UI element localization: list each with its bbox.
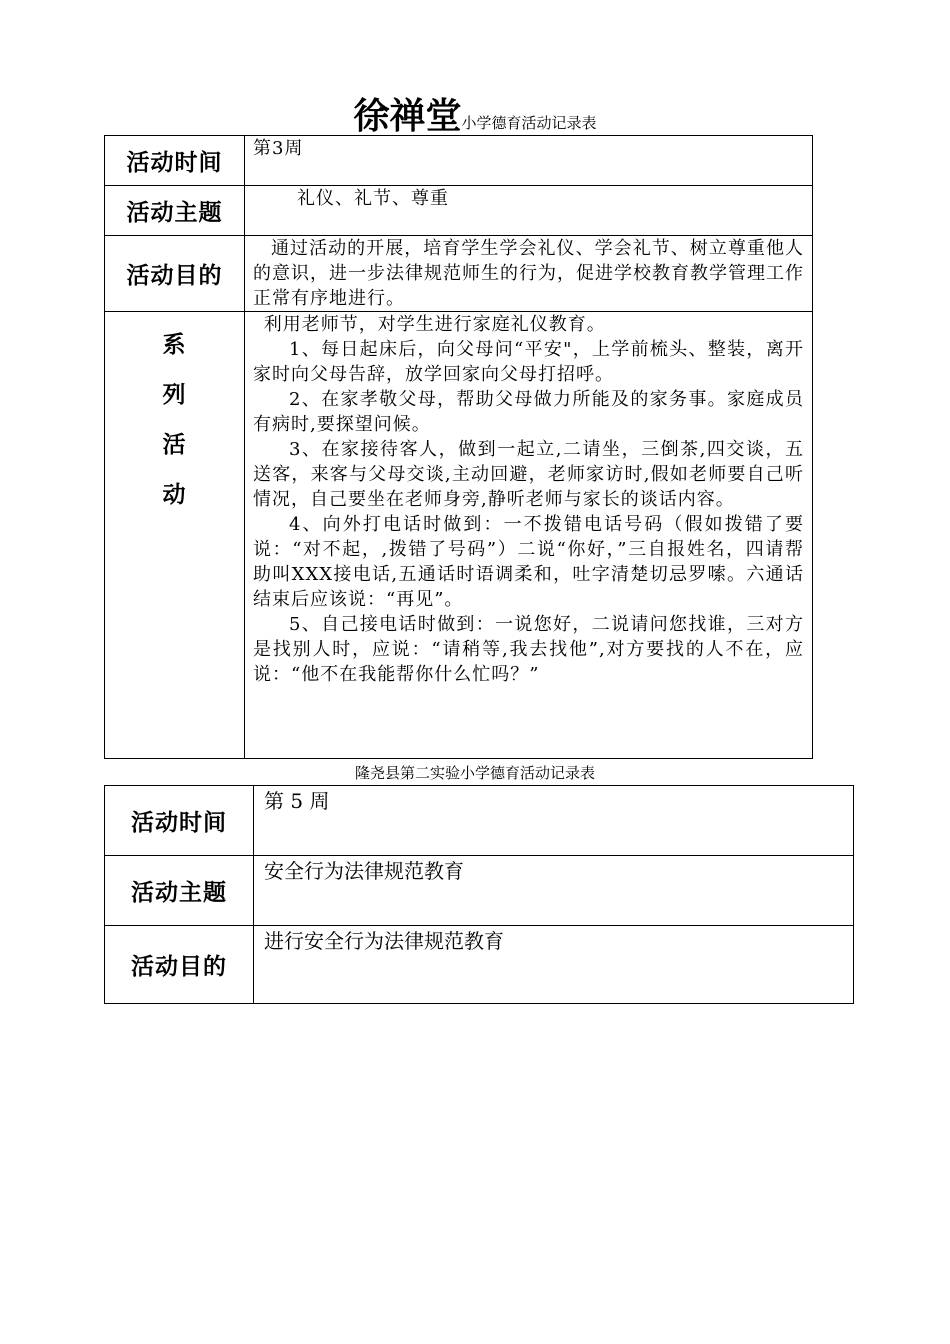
theme-label: 活动主题 bbox=[105, 186, 245, 236]
series-label-char: 系 bbox=[162, 332, 187, 358]
table-row bbox=[105, 186, 813, 236]
series-item: 3、在家接待客人，做到一起立,二请坐，三倒茶,四交谈，五送客，来客与父母交谈,主动回避，老师家访时,假如老师要自己听情况，自己要坐在老师身旁,静听老师与家长的谈话内容。 bbox=[253, 439, 804, 510]
purpose-value: 通过活动的开展，培育学生学会礼仪、学会礼节、树立尊重他人的意识，进一步法律规范师生的行为，促进学校教育教学管理工作正常有序地进行。 bbox=[253, 238, 804, 309]
series-intro: 利用老师节，对学生进行家庭礼仪教育。 bbox=[263, 314, 606, 335]
series-item: 2、在家孝敬父母，帮助父母做力所能及的家务事。家庭成员有病时,要探望问候。 bbox=[253, 389, 804, 435]
time-label: 活动时间 bbox=[105, 136, 245, 186]
table-row bbox=[105, 926, 854, 1004]
table-row bbox=[105, 236, 813, 312]
table-row bbox=[105, 856, 854, 926]
page-title bbox=[0, 88, 950, 139]
series-content bbox=[245, 312, 813, 759]
purpose-value: 进行安全行为法律规范教育 bbox=[254, 926, 854, 1004]
record2-subtitle: 隆尧县第二实验小学德育活动记录表 bbox=[354, 764, 595, 782]
table-row bbox=[105, 786, 854, 856]
series-item: 5、自己接电话时做到：一说您好，二说请问您找谁，三对方是找别人时，应说：“请稍等,我去找他”,对方要找的人不在，应说：“他不在我能帮你什么忙吗？” bbox=[253, 614, 804, 685]
title-suffix: 小学德育活动记录表 bbox=[461, 114, 597, 132]
theme-label: 活动主题 bbox=[105, 856, 254, 926]
purpose-cell bbox=[245, 236, 813, 312]
school-name: 徐禅堂 bbox=[353, 96, 462, 137]
series-item: 1、每日起床后，向父母问“平安"，上学前梳头、整装，离开家时向父母告辞，放学回家向父母打招呼。 bbox=[253, 339, 804, 385]
series-label-char: 列 bbox=[162, 382, 187, 408]
theme-value: 安全行为法律规范教育 bbox=[254, 856, 854, 926]
time-value: 第 5 周 bbox=[254, 786, 854, 856]
record-table-week3 bbox=[104, 135, 813, 759]
purpose-label: 活动目的 bbox=[105, 236, 245, 312]
time-value: 第3周 bbox=[245, 136, 813, 186]
table-row bbox=[105, 312, 813, 759]
record-table-week5 bbox=[104, 785, 854, 1004]
theme-value: 礼仪、礼节、尊重 bbox=[245, 186, 813, 236]
purpose-label: 活动目的 bbox=[105, 926, 254, 1004]
series-label-char: 动 bbox=[162, 482, 187, 508]
series-item: 4、向外打电话时做到：一不拨错电话号码（假如拨错了要说：“对不起，,拨错了号码”）二说“你好，”三自报姓名，四请帮助叫XXX接电话,五通话时语调柔和，吐字清楚切忌罗嗦。六通话结束后应该说：“再见”。 bbox=[253, 514, 804, 610]
series-label-char: 活 bbox=[162, 432, 187, 458]
series-label bbox=[105, 312, 245, 759]
time-label: 活动时间 bbox=[105, 786, 254, 856]
table-row bbox=[105, 136, 813, 186]
